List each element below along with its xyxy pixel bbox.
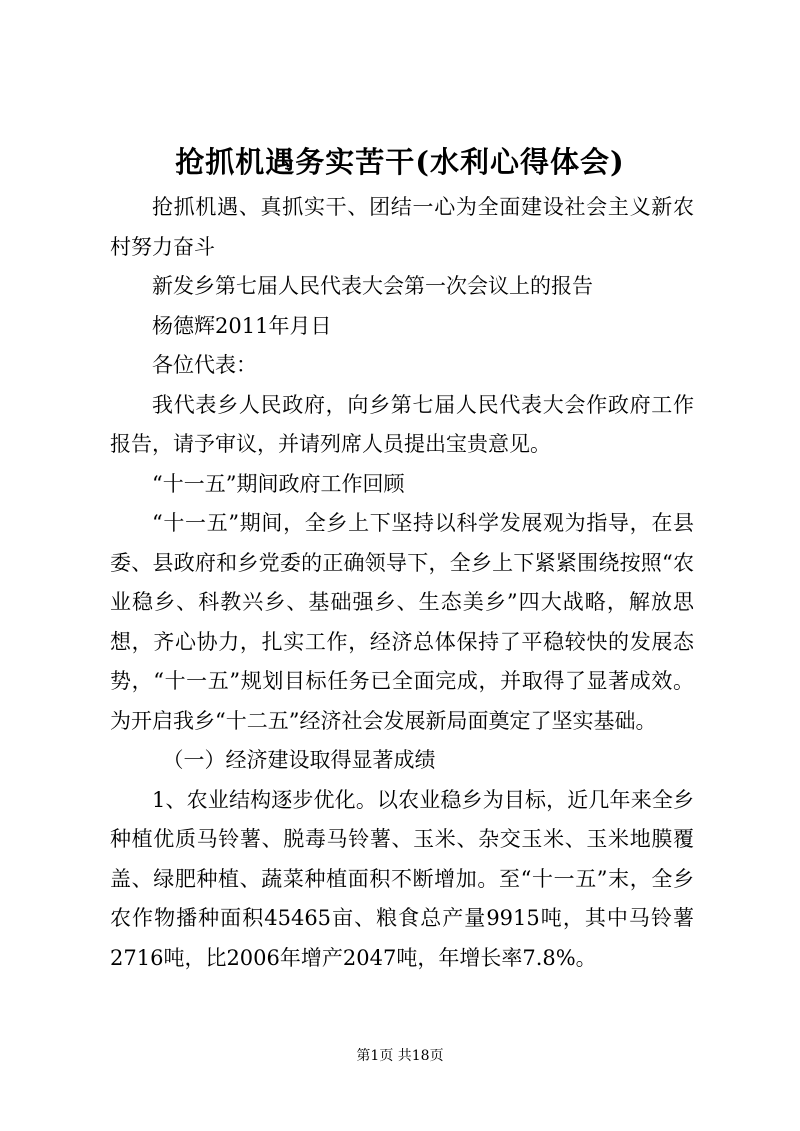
paragraph-report-name: 新发乡第七届人民代表大会第一次会议上的报告 (152, 274, 593, 298)
paragraph-subtitle: 抢抓机遇、真抓实干、团结一心为全面建设社会主义新农村努力奋斗 (110, 195, 694, 259)
document-title: 抢抓机遇务实苦干(水利心得体会) (175, 145, 625, 179)
paragraph-agriculture: 1、农业结构逐步优化。以农业稳乡为目标，近几年来全乡种植优质马铃薯、脱毒马铃薯、玉米、杂交玉米、玉米地膜覆盖、绿肥种植、蔬菜种植面积不断增加。至“十一五”末，全乡农作物播种面积45465亩、粮食总产量9915吨，其中马铃薯2716吨，比2006年增产2047吨，年增长率7.8%。 (110, 787, 694, 970)
paragraph-author-date: 杨德辉2011年月日 (152, 313, 332, 338)
section-heading-economy: （一）经济建设取得显著成绩 (162, 748, 436, 772)
paragraph-salutation: 各位代表： (152, 353, 257, 377)
paragraph-intro: 我代表乡人民政府，向乡第七届人民代表大会作政府工作报告，请予审议，并请列席人员提出宝贵意见。 (110, 392, 694, 456)
document-body (110, 188, 694, 978)
paragraph-review: “十一五”期间，全乡上下坚持以科学发展观为指导，在县委、县政府和乡党委的正确领导下，全乡上下紧紧围绕按照“农业稳乡、科教兴乡、基础强乡、生态美乡”四大战略，解放思想，齐心协力，扎实工作，经济总体保持了平稳较快的发展态势，“十一五”规划目标任务已全面完成，并取得了显著成效。为开启我乡“十二五”经济社会发展新局面奠定了坚实基础。 (110, 511, 694, 733)
page-footer: 第1页 共18页 (356, 1048, 444, 1064)
section-heading-review: “十一五”期间政府工作回顾 (152, 471, 405, 496)
